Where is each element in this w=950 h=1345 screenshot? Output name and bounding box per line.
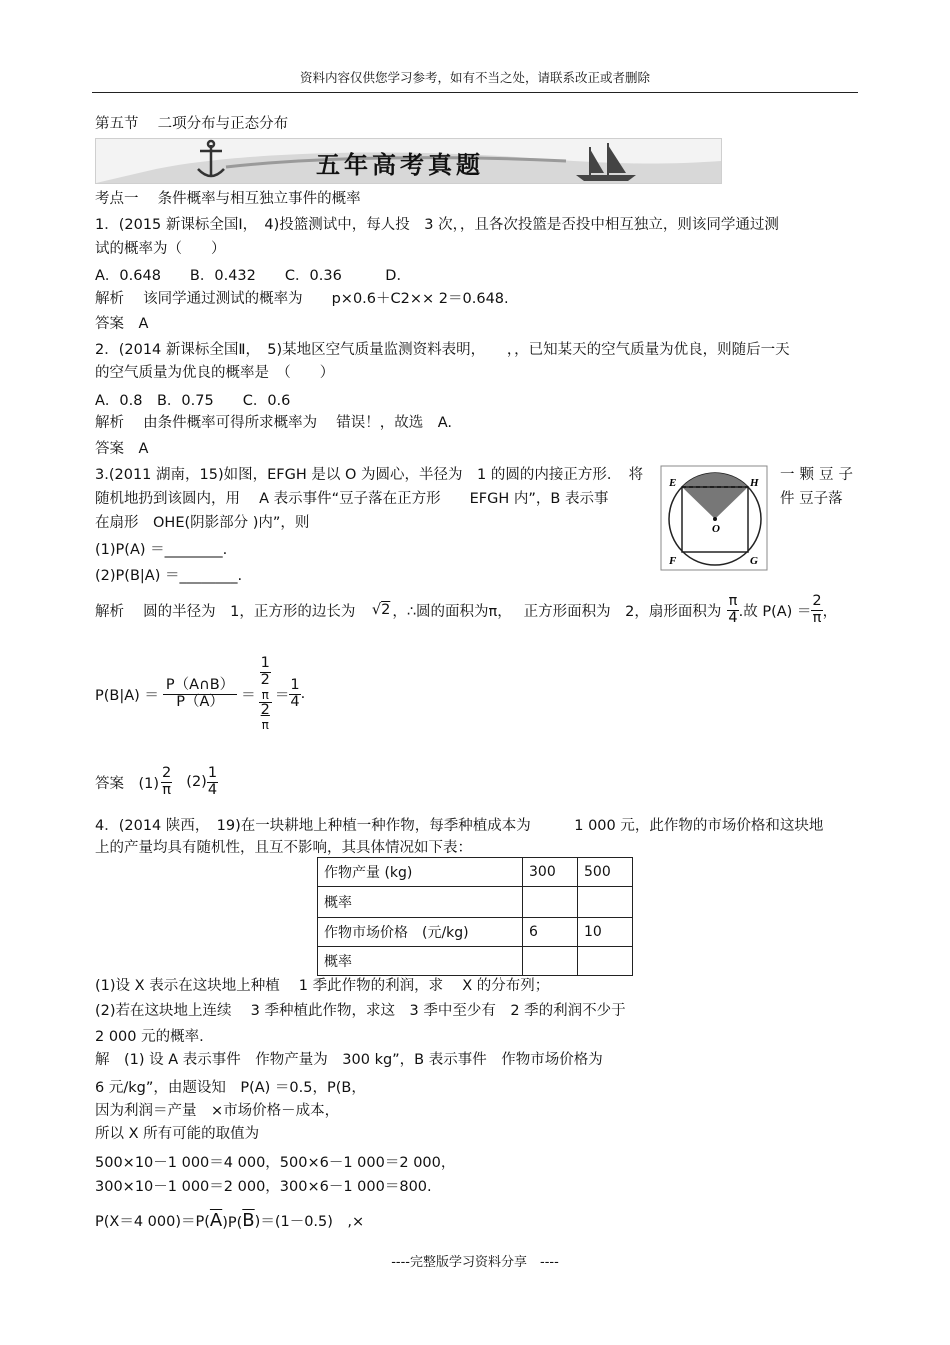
ans2-num: 1: [207, 764, 218, 781]
compound-den-two: 2: [260, 701, 270, 718]
q4-s7c: )＝(1－0.5) ,×: [254, 1214, 365, 1230]
compound-num: [259, 656, 272, 703]
q3-sub2: (2)P(B|A) ＝________.: [95, 568, 243, 584]
label-O: O: [712, 523, 720, 535]
circle-square-figure: [660, 465, 768, 571]
q1-line2: 试的概率为（ ）: [95, 241, 226, 257]
table-cell: 作物产量 (kg): [318, 858, 523, 887]
q4-p2: (2)若在这块地上连续 3 季种植此作物，求这 3 季中至少有 2 季的利润不少于: [95, 1003, 626, 1019]
table-row: [318, 887, 633, 918]
table-cell: 作物市场价格 (元/kg): [318, 918, 523, 947]
q4-s2: 6 元/kg”，由题设知 P(A) ＝0.5，P(B，: [95, 1080, 366, 1096]
q2-line2: 的空气质量为优良的概率是 （ ）: [95, 365, 335, 381]
topic-title: 考点一 条件概率与相互独立事件的概率: [95, 191, 361, 207]
table-cell: [578, 887, 633, 918]
result-num: 1: [290, 676, 300, 693]
frac-pi-4: [727, 594, 738, 627]
q4-p1: (1)设 X 表示在这块地上种植 1 季此作物的利润，求 X 的分布列；: [95, 978, 550, 994]
frac-pi-4-num: π: [728, 592, 738, 609]
half-den: 2: [260, 671, 270, 688]
q1-answer: 答案 A: [95, 316, 149, 332]
pba-dot: .: [300, 686, 306, 702]
pba-lhs: P(B|A) ＝: [95, 687, 159, 704]
pba-den: P（A）: [176, 693, 224, 710]
q4-s1: 解 (1) 设 A 表示事件 作物产量为 300 kg”，B 表示事件 作物市场价格为: [95, 1052, 603, 1068]
pba-eq: ＝: [241, 687, 256, 704]
q2-answer: 答案 A: [95, 441, 149, 457]
q4-s7: [95, 1210, 364, 1231]
section-title: 第五节 二项分布与正态分布: [95, 116, 289, 132]
table-cell: 概率: [318, 947, 523, 976]
q3-line2: 随机地扔到该圆内，用 A 表示事件“豆子落在正方形 EFGH 内”，B 表示事: [95, 491, 609, 507]
q4-line2: 上的产量均具有随机性，且互不影响，其具体情况如下表：: [95, 840, 472, 856]
table-cell: [578, 947, 633, 976]
ans1-frac: [161, 766, 172, 799]
sqrt-symbol: √2: [371, 602, 391, 618]
table-cell: 概率: [318, 887, 523, 918]
table-cell: 500: [578, 858, 633, 887]
compound-num-pi: π: [261, 687, 269, 702]
table-cell: [523, 947, 578, 976]
pba-eq2: ＝: [274, 687, 290, 704]
frac-pi-4-den: 4: [728, 609, 738, 626]
q4-p2b: 2 000 元的概率.: [95, 1029, 204, 1045]
label-G: G: [750, 555, 758, 567]
table-row: [318, 858, 633, 887]
q3-line1: 3.(2011 湖南，15)如图，EFGH 是以 O 为圆心，半径为 1 的圆的内接正方形． 将: [95, 467, 644, 483]
compound-den: [259, 703, 272, 732]
table-cell: 6: [523, 918, 578, 947]
pba-num: P（A∩B）: [163, 678, 237, 695]
table-cell: 300: [523, 858, 578, 887]
q3-line1-right: 一颗豆子: [780, 467, 858, 483]
banner-title: 五年高考真题: [316, 151, 484, 179]
q3-pba-formula: [95, 644, 305, 744]
label-H: H: [750, 477, 759, 489]
q1-analysis: 解析 该同学通过测试的概率为 p×0.6＋C2×× 2＝0.648.: [95, 291, 509, 307]
result-frac: [289, 678, 300, 711]
anchor-icon: [198, 141, 224, 177]
ans1-num: 2: [162, 764, 172, 781]
table-cell: [523, 887, 578, 918]
compound-den-pi: π: [261, 717, 269, 732]
q4-s7-abar: $\overline{A}$: [209, 1210, 223, 1231]
q2-line1: 2．(2014 新课标全国Ⅱ， 5)某地区空气质量监测资料表明， ，，已知某天的空气质量为优良，则随后一天: [95, 342, 790, 358]
ans2-den: 4: [207, 781, 218, 798]
q4-s4: 所以 X 所有可能的取值为: [95, 1126, 260, 1142]
q2-analysis: 解析 由条件概率可得所求概率为 错误！，故选 A.: [95, 415, 452, 431]
q4-s7-bbar: $\overline{B}$: [242, 1210, 255, 1231]
q3-sub1: (1)P(A) ＝________.: [95, 542, 228, 558]
q3-analysis-c: .故 P(A) ＝: [738, 603, 812, 620]
q4-s3: 因为利润＝产量 ×市场价格－成本，: [95, 1103, 340, 1119]
q4-s7b: )P(: [222, 1215, 243, 1231]
q2-options: A．0.8 B．0.75 C．0.6: [95, 393, 291, 409]
q1-line1: 1．(2015 新课标全国Ⅰ， 4)投篮测试中，每人投 3 次，，且各次投篮是否投中相互独立，则该同学通过测: [95, 217, 779, 233]
q4-table: [317, 857, 633, 976]
q3-answer-label: 答案 (1): [95, 775, 160, 792]
q4-line1: 4．(2014 陕西， 19)在一块耕地上种植一种作物，每季种植成本为 1 000 元，此作物的市场价格和这块地: [95, 818, 824, 834]
table-cell: 10: [578, 918, 633, 947]
label-F: F: [669, 555, 677, 567]
q3-line3: 在扇形 OHE(阴影部分 )内”，则: [95, 515, 310, 531]
q1-options: A．0.648 B．0.432 C．0.36 D．: [95, 268, 411, 284]
q3-answer: [95, 762, 218, 802]
header-notice: 资料内容仅供您学习参考，如有不当之处，请联系改正或者删除: [299, 70, 650, 85]
ans2-frac: [207, 766, 218, 799]
frac-2-pi: [811, 594, 822, 627]
label-E: E: [669, 477, 677, 489]
sqrt-value: 2: [381, 602, 391, 618]
q3-analysis-a: 解析 圆的半径为 1，正方形的边长为: [95, 603, 370, 620]
q3-analysis: [95, 590, 837, 630]
table-row: [318, 918, 633, 947]
half-num: 1: [260, 654, 270, 671]
q3-analysis-comma: ，: [822, 603, 838, 620]
q4-s7a: P(X＝4 000)＝P(: [95, 1214, 210, 1230]
footer-text: ----完整版学习资料分享 ----: [391, 1255, 559, 1270]
pba-fraction: [163, 678, 237, 711]
q3-analysis-b: ，∴圆的面积为π， 正方形面积为 2，扇形面积为: [392, 603, 722, 620]
result-den: 4: [290, 693, 300, 710]
q4-s5: 500×10－1 000＝4 000，500×6－1 000＝2 000，: [95, 1155, 456, 1171]
banner: [95, 138, 722, 184]
frac-2-pi-num: 2: [812, 592, 822, 609]
compound-fraction: [259, 656, 272, 732]
frac-2-pi-den: π: [812, 609, 822, 626]
q3-answer2-label: (2): [186, 774, 207, 790]
header-rule: [92, 92, 858, 93]
q3-line2-right: 件 豆子落: [780, 491, 843, 507]
half-frac: [260, 656, 271, 689]
ans1-den: π: [162, 781, 172, 798]
table-row: [318, 947, 633, 976]
q4-s6: 300×10－1 000＝2 000，300×6－1 000＝800.: [95, 1179, 432, 1195]
